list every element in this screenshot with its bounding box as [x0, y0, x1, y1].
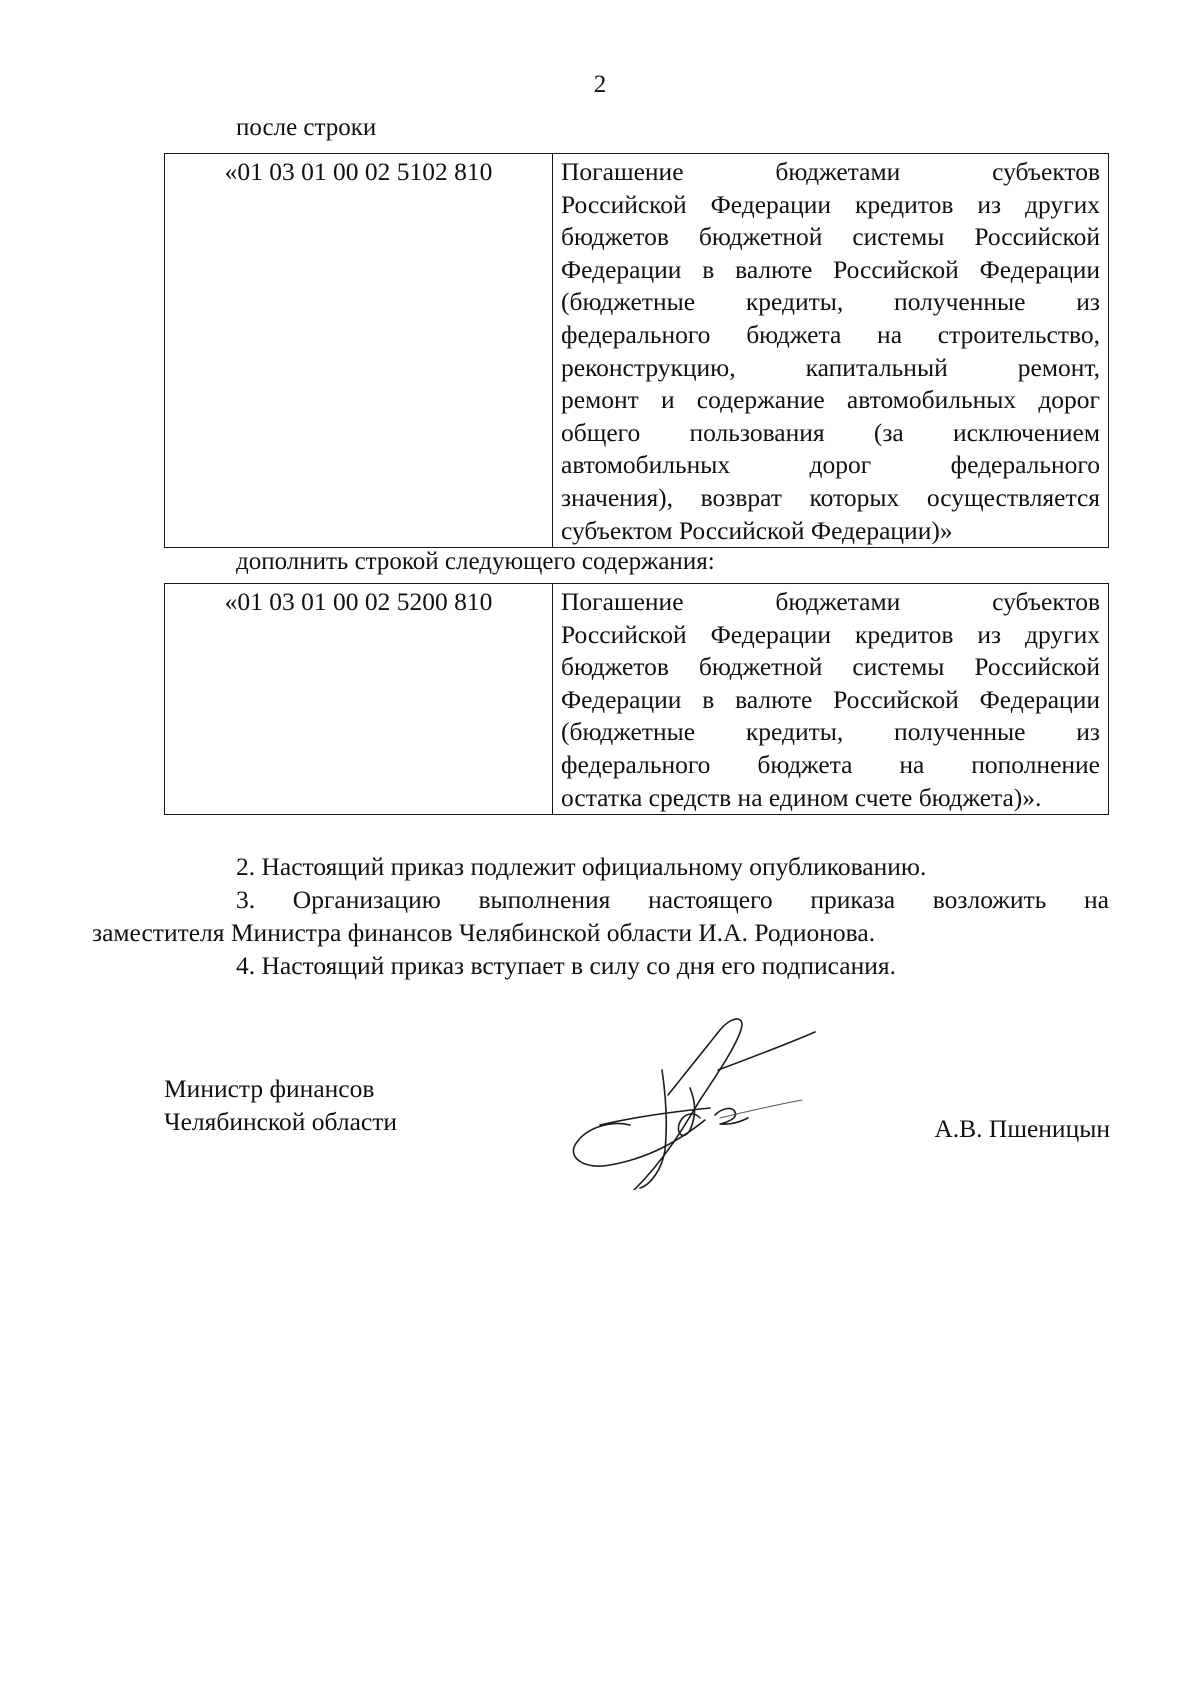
budget-code-cell: «01 03 01 00 02 5200 810 — [165, 584, 553, 815]
paragraph-2 — [164, 850, 1109, 883]
description-line: федерального бюджета на строительство, — [561, 319, 1100, 349]
paragraph-line: заместителя Министра финансов Челябинской области И.А. Родионова. — [92, 918, 876, 947]
description-line: бюджетов бюджетной системы Российской — [561, 652, 1100, 682]
description-line: (бюджетные кредиты, полученные из — [561, 717, 1100, 747]
new-row-table — [164, 583, 1109, 815]
description-line: ремонт и содержание автомобильных дорог — [561, 385, 1100, 415]
signatory-position — [164, 1072, 397, 1138]
description-line: бюджетов бюджетной системы Российской — [561, 222, 1100, 252]
paragraph-line: 3. Организацию выполнения настоящего приказа возложить на — [236, 885, 1109, 914]
description-line: Погашение бюджетами субъектов — [561, 587, 1100, 616]
signer-name: А.В. Пшеницын — [934, 1114, 1110, 1143]
description-line: автомобильных дорог федерального — [561, 450, 1100, 480]
description-line: значения), возврат которых осуществляется — [561, 482, 1100, 512]
description-line: Погашение бюджетами субъектов — [561, 157, 1100, 186]
description-cell — [553, 584, 1109, 815]
paragraph-4 — [164, 949, 1109, 982]
description-line: федерального бюджета на пополнение — [561, 749, 1100, 779]
description-line: (бюджетные кредиты, полученные из — [561, 287, 1100, 317]
description-line: Федерации в валюте Российской Федерации — [561, 254, 1100, 284]
table-row — [165, 154, 1109, 548]
description-line: общего пользования (за исключением — [561, 417, 1100, 447]
position-line: Челябинской области — [164, 1107, 398, 1136]
description-line: реконструкцию, капитальный ремонт, — [561, 352, 1100, 382]
description-line: Российской Федерации кредитов из других — [561, 189, 1100, 219]
paragraph-3 — [92, 883, 1109, 949]
page-number: 2 — [593, 71, 607, 98]
order-paragraphs — [92, 850, 1109, 982]
paragraph-text: 4. Настоящий приказ вступает в силу со дня его подписания. — [236, 951, 896, 980]
table-row — [165, 584, 1109, 815]
description-line: субъектом Российской Федерации)» — [561, 515, 953, 545]
lead-text-add-row: дополнить строкой следующего содержания: — [236, 548, 715, 575]
lead-text-after-row: после строки — [236, 114, 377, 141]
budget-code-cell: «01 03 01 00 02 5102 810 — [165, 154, 553, 548]
description-cell — [553, 154, 1109, 548]
position-line: Министр финансов — [164, 1074, 375, 1103]
description-line: Федерации в валюте Российской Федерации — [561, 684, 1100, 714]
existing-row-table — [164, 153, 1109, 548]
description-line: Российской Федерации кредитов из других — [561, 619, 1100, 649]
description-line: остатка средств на едином счете бюджета)». — [561, 782, 1042, 812]
handwritten-signature — [570, 1000, 870, 1190]
paragraph-text: 2. Настоящий приказ подлежит официальному опубликованию. — [236, 852, 927, 881]
